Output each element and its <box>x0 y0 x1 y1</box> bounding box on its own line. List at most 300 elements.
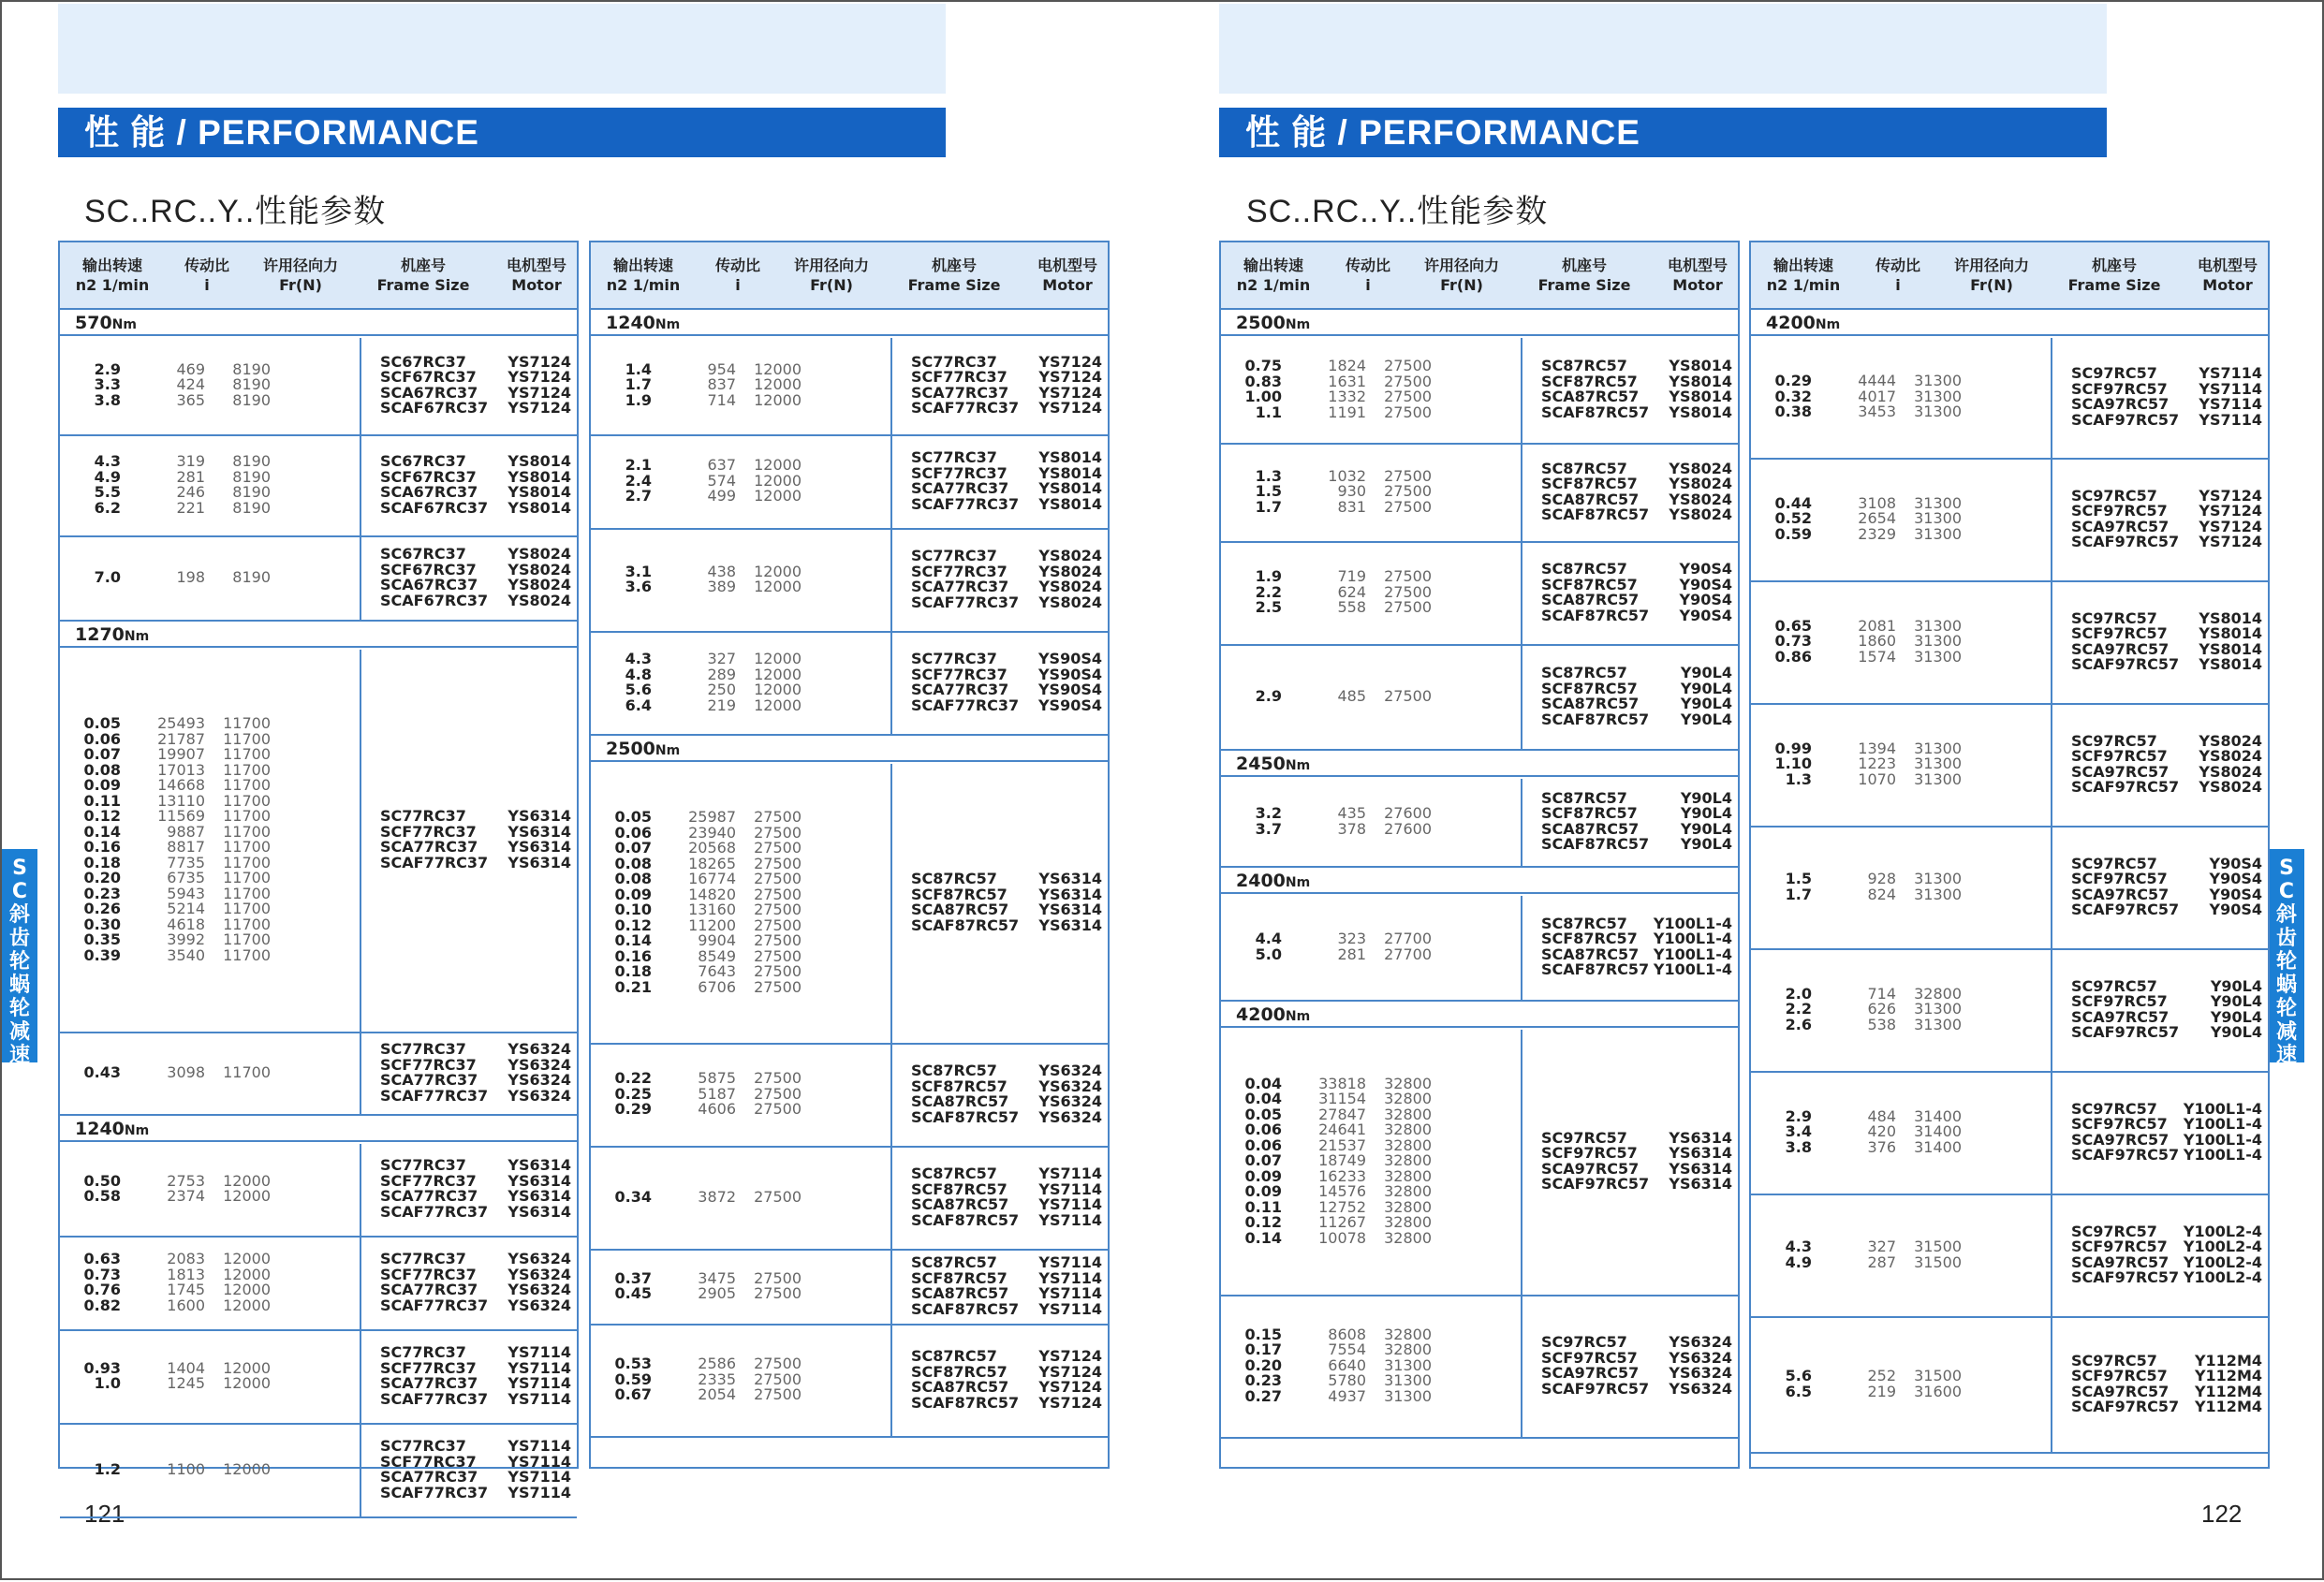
frame-divider <box>1521 338 1522 443</box>
motor-cell: Y100L1-4 Y100L1-4 Y100L1-4 Y100L1-4 <box>2183 1099 2262 1164</box>
column-header-cn: 电机型号 <box>506 256 566 274</box>
table-row-group <box>1221 338 1738 445</box>
ratio-cell: 2753 2374 <box>167 1171 205 1205</box>
frame-divider <box>2051 1073 2052 1194</box>
ratio-cell: 1032 930 831 <box>1328 466 1366 516</box>
radial-force-cell: 32800 32800 31300 31300 31300 <box>1384 1325 1432 1405</box>
output-speed-cell: 0.99 1.10 1.3 <box>1774 739 1812 788</box>
column-header <box>780 256 883 295</box>
column-header-en: Fr(N) <box>1440 276 1483 294</box>
frame-divider <box>360 338 361 434</box>
page-subtitle: SC..RC..Y..性能参数 <box>84 194 387 229</box>
output-speed-cell: 0.44 0.52 0.59 <box>1774 493 1812 543</box>
column-header <box>494 256 579 295</box>
motor-cell: YS90S4 YS90S4 YS90S4 YS90S4 <box>1037 650 1102 714</box>
torque-value: 570 <box>75 313 112 333</box>
frame-size-cell: SC67RC37 SCF67RC37 SCA67RC37 SCAF67RC37 <box>380 545 489 609</box>
table-row-group <box>60 1238 577 1331</box>
radial-force-cell: 31300 31300 31300 <box>1914 616 1962 666</box>
table-row-group <box>1751 705 2268 828</box>
frame-size-cell: SC77RC37 SCF77RC37 SCA77RC37 SCAF77RC37 <box>380 807 489 872</box>
ratio-cell: 1394 1223 1070 <box>1858 739 1896 788</box>
table-row-group <box>1751 1073 2268 1195</box>
output-speed-cell: 4.3 4.9 5.5 6.2 <box>94 452 121 517</box>
frame-divider <box>890 338 892 434</box>
output-speed-cell: 4.3 4.9 <box>1785 1238 1812 1271</box>
column-header-cn: 输出转速 <box>81 256 142 274</box>
motor-cell: YS8024 YS8024 YS8024 YS8024 <box>507 545 571 609</box>
motor-cell: YS8024 YS8024 YS8024 YS8024 <box>2199 731 2262 796</box>
output-speed-cell: 0.65 0.73 0.86 <box>1774 616 1812 666</box>
column-header <box>165 256 249 295</box>
output-speed-cell: 1.4 1.7 1.9 <box>625 359 652 409</box>
frame-size-cell: SC87RC57 SCF87RC57 SCA87RC57 SCAF87RC57 <box>1541 357 1650 421</box>
frame-divider <box>360 1033 361 1114</box>
side-tab-char: 轮 <box>8 997 30 1020</box>
frame-divider <box>890 1045 892 1146</box>
motor-cell: Y90L4 Y90L4 Y90L4 Y90L4 <box>2210 976 2262 1041</box>
torque-unit: Nm <box>655 317 681 332</box>
frame-divider <box>890 1251 892 1324</box>
radial-force-cell: 27500 27500 <box>754 1268 802 1302</box>
output-speed-cell: 1.3 1.5 1.7 <box>1255 466 1282 516</box>
torque-value: 2500 <box>606 739 655 759</box>
motor-cell: YS8024 YS8024 YS8024 YS8024 <box>1038 547 1102 611</box>
side-tab-char: 机 <box>2275 1067 2297 1091</box>
table-row-group <box>591 338 1108 436</box>
motor-cell: YS8014 YS8014 YS8014 YS8014 <box>1038 448 1102 513</box>
motor-cell: Y90S4 Y90S4 Y90S4 Y90S4 <box>2209 854 2262 918</box>
column-header-cn: 电机型号 <box>1037 256 1097 274</box>
side-tab-char: 减 <box>2275 1020 2297 1044</box>
ratio-cell: 435 378 <box>1337 804 1366 838</box>
ratio-cell: 438 389 <box>707 562 736 595</box>
column-header-en: Frame Size <box>1537 276 1631 294</box>
table-row-group <box>1751 1195 2268 1318</box>
column-header <box>591 256 696 295</box>
section-torque <box>60 1114 577 1142</box>
frame-divider <box>360 1331 361 1423</box>
ratio-cell: 469 424 365 <box>176 359 205 409</box>
torque-unit: Nm <box>111 317 137 332</box>
column-header-en: Motor <box>2202 276 2253 294</box>
column-header-cn: 传动比 <box>714 256 760 274</box>
column-header <box>1513 256 1655 295</box>
radial-force-cell: 27600 27600 <box>1384 804 1432 838</box>
table-row-group <box>1751 460 2268 582</box>
column-header-en: i <box>1895 276 1901 294</box>
column-header <box>2043 256 2185 295</box>
torque-unit: Nm <box>1285 317 1311 332</box>
output-speed-cell: 1.2 <box>94 1459 121 1478</box>
side-tab-char: 齿 <box>2275 927 2297 950</box>
left-page <box>2 2 1164 1582</box>
ratio-cell: 2081 1860 1574 <box>1858 616 1896 666</box>
radial-force-cell: 8190 8190 8190 8190 <box>232 452 271 517</box>
frame-divider <box>360 1425 361 1516</box>
output-speed-cell: 0.75 0.83 1.00 1.1 <box>1244 357 1282 421</box>
page-subtitle: SC..RC..Y..性能参数 <box>1246 194 1549 229</box>
table-row-group <box>60 1144 577 1238</box>
frame-divider <box>2051 1318 2052 1452</box>
frame-size-cell: SC77RC37 SCF77RC37 SCA77RC37 SCAF77RC37 <box>380 1437 489 1501</box>
torque-value: 2400 <box>1236 871 1286 891</box>
column-header-en: Motor <box>1672 276 1723 294</box>
section-torque <box>1221 866 1738 894</box>
table-row-group <box>591 1148 1108 1251</box>
torque-value: 1270 <box>75 624 125 645</box>
output-speed-cell: 2.9 3.3 3.8 <box>94 359 121 409</box>
output-speed-cell: 1.5 1.7 <box>1785 870 1812 903</box>
radial-force-cell: 11700 11700 11700 11700 11700 11700 11700 11700 11700 11700 11700 11700 11700 11700 11700 11700 <box>223 714 271 964</box>
section-torque <box>1221 308 1738 336</box>
frame-divider <box>360 650 361 1032</box>
output-speed-cell: 0.15 0.17 0.20 0.23 0.27 <box>1244 1325 1282 1405</box>
torque-unit: Nm <box>1285 1009 1311 1024</box>
frame-divider <box>2051 582 2052 703</box>
column-header <box>696 256 780 295</box>
column-header-cn: 输出转速 <box>1243 256 1303 274</box>
column-header <box>1025 256 1110 295</box>
output-speed-cell: 0.93 1.0 <box>83 1358 121 1392</box>
column-header-cn: 许用径向力 <box>1953 256 2029 274</box>
side-tab-char: C <box>11 880 28 903</box>
frame-divider <box>2051 705 2052 826</box>
side-tab-char: 齿 <box>8 927 30 950</box>
motor-cell: YS6324 YS6324 YS6324 YS6324 <box>1669 1333 1732 1398</box>
column-header <box>1655 256 1740 295</box>
motor-cell: YS7124 YS7124 YS7124 YS7124 <box>2199 486 2262 550</box>
output-speed-cell: 0.53 0.59 0.67 <box>614 1355 652 1404</box>
column-header <box>1221 256 1326 295</box>
side-tab-char: 斜 <box>2275 903 2297 927</box>
radial-force-cell: 31300 31300 31300 <box>1914 493 1962 543</box>
motor-cell: YS6314 YS6314 YS6314 YS6314 <box>507 1156 571 1221</box>
radial-force-cell: 31300 31300 31300 <box>1914 739 1962 788</box>
frame-divider <box>2051 460 2052 580</box>
column-header-en: Frame Size <box>2067 276 2161 294</box>
column-header <box>1856 256 1940 295</box>
frame-size-cell: SC97RC57 SCF97RC57 SCA97RC57 SCAF97RC57 <box>2071 608 2180 673</box>
table-row-group <box>60 1331 577 1425</box>
side-tab-char: 斜 <box>8 903 30 927</box>
torque-value: 1240 <box>75 1119 125 1139</box>
ratio-cell: 3108 2654 2329 <box>1858 493 1896 543</box>
column-header-en: Fr(N) <box>279 276 322 294</box>
frame-size-cell: SC97RC57 SCF97RC57 SCA97RC57 SCAF97RC57 <box>2071 486 2180 550</box>
motor-cell: YS7114 YS7114 YS7114 YS7114 <box>1038 1165 1102 1229</box>
torque-unit: Nm <box>124 629 150 644</box>
radial-force-cell: 31300 31300 31300 <box>1914 372 1962 421</box>
motor-cell: YS8014 YS8014 YS8014 YS8014 <box>1669 357 1732 421</box>
motor-cell: YS6314 YS6314 YS6314 YS6314 <box>1038 870 1102 934</box>
torque-unit: Nm <box>655 743 681 758</box>
output-speed-cell: 0.29 0.32 0.38 <box>1774 372 1812 421</box>
side-tab-char: 轮 <box>2275 950 2297 974</box>
frame-divider <box>890 1148 892 1249</box>
column-header-cn: 输出转速 <box>1772 256 1833 274</box>
frame-divider <box>1521 1296 1522 1437</box>
frame-size-cell: SC87RC57 SCF87RC57 SCA87RC57 SCAF87RC57 <box>1541 664 1650 728</box>
table-row-group <box>1221 1296 1738 1439</box>
column-header-en: Fr(N) <box>810 276 853 294</box>
frame-divider <box>360 537 361 620</box>
table-row-group <box>591 764 1108 1045</box>
column-header-cn: 许用径向力 <box>1423 256 1499 274</box>
torque-unit: Nm <box>124 1123 150 1138</box>
table-row-group <box>1221 646 1738 751</box>
side-tab-char: 蜗 <box>8 974 30 997</box>
table-row-group <box>1221 445 1738 543</box>
motor-cell: YS7114 YS7114 YS7114 YS7114 <box>507 1437 571 1501</box>
output-speed-cell: 7.0 <box>94 567 121 586</box>
column-header-cn: 机座号 <box>400 256 446 274</box>
page-header: 性 能 / PERFORMANCE <box>1219 108 2107 157</box>
table-header <box>1751 242 2268 310</box>
table-row-group <box>60 537 577 622</box>
ratio-cell: 2586 2335 2054 <box>698 1355 736 1404</box>
column-header-en: n2 1/min <box>75 276 150 294</box>
ratio-cell: 252 219 <box>1867 1367 1896 1400</box>
performance-table <box>58 241 579 1501</box>
table-row-group <box>60 338 577 436</box>
torque-unit: Nm <box>1285 875 1311 890</box>
output-speed-cell: 0.37 0.45 <box>614 1268 652 1302</box>
frame-size-cell: SC87RC57 SCF87RC57 SCA87RC57 SCAF87RC57 <box>911 1062 1020 1126</box>
frame-size-cell: SC67RC37 SCF67RC37 SCA67RC37 SCAF67RC37 <box>380 352 489 417</box>
column-header <box>1410 256 1513 295</box>
frame-size-cell: SC87RC57 SCF87RC57 SCA87RC57 SCAF87RC57 <box>1541 459 1650 523</box>
radial-force-cell: 12000 12000 12000 12000 <box>754 650 802 714</box>
radial-force-cell: 31300 31300 <box>1914 870 1962 903</box>
frame-size-cell: SC77RC37 SCF77RC37 SCA77RC37 SCAF77RC37 <box>911 650 1020 714</box>
frame-divider <box>890 530 892 631</box>
page-number: 121 <box>84 1500 125 1528</box>
section-torque <box>1221 1000 1738 1028</box>
column-header <box>1751 256 1856 295</box>
output-speed-cell: 0.50 0.58 <box>83 1171 121 1205</box>
column-header-cn: 传动比 <box>1875 256 1920 274</box>
radial-force-cell: 31400 31400 31400 <box>1914 1106 1962 1156</box>
table-row-group <box>1221 779 1738 868</box>
ratio-cell: 1404 1245 <box>167 1358 205 1392</box>
torque-value: 4200 <box>1766 313 1816 333</box>
performance-table <box>1749 241 2270 1469</box>
frame-size-cell: SC97RC57 SCF97RC57 SCA97RC57 SCAF97RC57 <box>2071 976 2180 1041</box>
table-header <box>60 242 577 310</box>
torque-value: 2500 <box>1236 313 1286 333</box>
motor-cell: YS6324 YS6324 YS6324 YS6324 <box>507 1250 571 1314</box>
motor-cell: YS7114 YS7114 YS7114 YS7114 <box>1038 1253 1102 1318</box>
table-row-group <box>1751 582 2268 705</box>
output-speed-cell: 0.04 0.04 0.05 0.06 0.06 0.07 0.09 0.09 0.11 0.12 0.14 <box>1244 1074 1282 1247</box>
column-header-en: n2 1/min <box>606 276 681 294</box>
section-torque <box>60 308 577 336</box>
motor-cell: YS8024 YS8024 YS8024 YS8024 <box>1669 459 1732 523</box>
frame-divider <box>1521 445 1522 541</box>
frame-size-cell: SC77RC37 SCF77RC37 SCA77RC37 SCAF77RC37 <box>911 547 1020 611</box>
radial-force-cell: 12000 12000 12000 <box>754 359 802 409</box>
ratio-cell: 25493 21787 19907 17013 14668 13110 11569 9887 8817 7735 6735 5943 5214 4618 3992 3540 <box>157 714 205 964</box>
frame-divider <box>1521 779 1522 866</box>
column-header-cn: 电机型号 <box>2197 256 2258 274</box>
radial-force-cell: 31500 31600 <box>1914 1367 1962 1400</box>
side-tab-char: S <box>2279 857 2294 880</box>
page-number: 122 <box>2201 1500 2243 1528</box>
output-speed-cell: 0.43 <box>83 1062 121 1081</box>
ratio-cell: 25987 23940 20568 18265 16774 14820 13160 11200 9904 8549 7643 6706 <box>688 808 736 996</box>
motor-cell: YS6314 YS6314 YS6314 YS6314 <box>507 807 571 872</box>
frame-divider <box>1521 543 1522 644</box>
frame-size-cell: SC97RC57 SCF97RC57 SCA97RC57 SCAF97RC57 <box>2071 854 2180 918</box>
radial-force-cell: 12000 12000 <box>223 1171 271 1205</box>
table-row-group <box>1751 338 2268 460</box>
ratio-cell: 323 281 <box>1337 930 1366 963</box>
frame-size-cell: SC77RC37 SCF77RC37 SCA77RC37 SCAF77RC37 <box>380 1343 489 1408</box>
frame-size-cell: SC87RC57 SCF87RC57 SCA87RC57 SCAF87RC57 <box>1541 788 1650 853</box>
top-band <box>1219 4 2107 94</box>
frame-divider <box>360 1238 361 1329</box>
column-header <box>2185 256 2270 295</box>
frame-size-cell: SC97RC57 SCF97RC57 SCA97RC57 SCAF97RC57 <box>1541 1128 1650 1193</box>
column-header-cn: 传动比 <box>184 256 229 274</box>
frame-divider <box>890 764 892 1043</box>
radial-force-cell: 12000 12000 12000 <box>754 456 802 505</box>
page-header: 性 能 / PERFORMANCE <box>58 108 946 157</box>
section-torque <box>1751 308 2268 336</box>
output-speed-cell: 3.2 3.7 <box>1255 804 1282 838</box>
torque-value: 1240 <box>606 313 655 333</box>
radial-force-cell: 27500 27500 27500 27500 <box>1384 357 1432 421</box>
table-row-group <box>1221 543 1738 646</box>
column-header-cn: 传动比 <box>1345 256 1390 274</box>
column-header-cn: 机座号 <box>931 256 977 274</box>
motor-cell: Y90L4 Y90L4 Y90L4 Y90L4 <box>1680 788 1732 853</box>
radial-force-cell: 12000 12000 <box>223 1358 271 1392</box>
column-header-en: Motor <box>1042 276 1093 294</box>
column-header-en: Frame Size <box>376 276 470 294</box>
column-header <box>1940 256 2043 295</box>
section-torque <box>591 734 1108 762</box>
column-header-en: Frame Size <box>907 276 1001 294</box>
side-tab-char: C <box>2278 880 2295 903</box>
table-row-group <box>591 530 1108 633</box>
frame-size-cell: SC97RC57 SCF97RC57 SCA97RC57 SCAF97RC57 <box>2071 1351 2180 1415</box>
motor-cell: Y100L1-4 Y100L1-4 Y100L1-4 Y100L1-4 <box>1653 914 1732 978</box>
motor-cell: YS7114 YS7114 YS7114 YS7114 <box>2199 364 2262 429</box>
motor-cell: YS7114 YS7114 YS7114 YS7114 <box>507 1343 571 1408</box>
performance-table <box>1219 241 1740 1469</box>
ratio-cell: 327 289 250 219 <box>707 650 736 714</box>
radial-force-cell: 12000 12000 <box>754 562 802 595</box>
table-row-group <box>1221 896 1738 1002</box>
torque-value: 2450 <box>1236 754 1286 774</box>
column-header-cn: 许用径向力 <box>262 256 338 274</box>
output-speed-cell: 5.6 6.5 <box>1785 1367 1812 1400</box>
section-torque <box>1221 749 1738 777</box>
output-speed-cell: 2.1 2.4 2.7 <box>625 456 652 505</box>
column-header-cn: 电机型号 <box>1667 256 1728 274</box>
frame-size-cell: SC97RC57 SCF97RC57 SCA97RC57 SCAF97RC57 <box>2071 364 2180 429</box>
frame-size-cell: SC87RC57 SCF87RC57 SCA87RC57 SCAF87RC57 <box>911 1347 1020 1412</box>
column-header-en: Motor <box>511 276 562 294</box>
frame-size-cell: SC97RC57 SCF97RC57 SCA97RC57 SCAF97RC57 <box>2071 731 2180 796</box>
motor-cell: YS7124 YS7124 YS7124 YS7124 <box>1038 352 1102 417</box>
column-header-cn: 机座号 <box>2091 256 2137 274</box>
radial-force-cell: 27500 <box>1384 686 1432 705</box>
column-header-en: i <box>735 276 741 294</box>
table-row-group <box>1751 950 2268 1073</box>
radial-force-cell: 27500 27500 27500 <box>754 1355 802 1404</box>
frame-size-cell: SC77RC37 SCF77RC37 SCA77RC37 SCAF77RC37 <box>911 448 1020 513</box>
radial-force-cell: 31500 31500 <box>1914 1238 1962 1271</box>
ratio-cell: 33818 31154 27847 24641 21537 18749 16233 14576 12752 11267 10078 <box>1318 1074 1366 1247</box>
motor-cell: YS6314 YS6314 YS6314 YS6314 <box>1669 1128 1732 1193</box>
column-header-en: n2 1/min <box>1236 276 1311 294</box>
frame-divider <box>1521 896 1522 1000</box>
column-header <box>249 256 352 295</box>
torque-unit: Nm <box>1285 758 1311 773</box>
ratio-cell: 4444 4017 3453 <box>1858 372 1896 421</box>
table-row-group <box>60 436 577 537</box>
column-header <box>60 256 165 295</box>
frame-size-cell: SC77RC37 SCF77RC37 SCA77RC37 SCAF77RC37 <box>380 1040 489 1105</box>
frame-divider <box>890 633 892 734</box>
table-row-group <box>1221 1030 1738 1296</box>
output-speed-cell: 1.9 2.2 2.5 <box>1255 567 1282 617</box>
frame-size-cell: SC87RC57 SCF87RC57 SCA87RC57 SCAF87RC57 <box>911 1253 1020 1318</box>
torque-unit: Nm <box>1815 317 1841 332</box>
side-tab-char: S <box>12 857 27 880</box>
motor-cell: Y112M4 Y112M4 Y112M4 Y112M4 <box>2194 1351 2262 1415</box>
motor-cell: Y100L2-4 Y100L2-4 Y100L2-4 Y100L2-4 <box>2183 1222 2262 1286</box>
radial-force-cell: 32800 32800 32800 32800 32800 32800 32800 32800 32800 32800 32800 <box>1384 1074 1432 1247</box>
column-header-cn: 许用径向力 <box>793 256 869 274</box>
table-row-group <box>591 1326 1108 1438</box>
frame-divider <box>2051 338 2052 458</box>
frame-size-cell: SC87RC57 SCF87RC57 SCA87RC57 SCAF87RC57 <box>911 870 1020 934</box>
table-row-group <box>60 650 577 1033</box>
radial-force-cell: 27500 <box>754 1187 802 1206</box>
frame-divider <box>1521 646 1522 749</box>
torque-value: 4200 <box>1236 1004 1286 1025</box>
ratio-cell: 3475 2905 <box>698 1268 736 1302</box>
side-tab-char: 轮 <box>2275 997 2297 1020</box>
frame-divider <box>360 436 361 535</box>
ratio-cell: 2083 1813 1745 1600 <box>167 1250 205 1314</box>
motor-cell: Y90S4 Y90S4 Y90S4 Y90S4 <box>1679 560 1732 624</box>
table-row-group <box>591 1045 1108 1148</box>
section-torque <box>60 620 577 648</box>
motor-cell: Y90L4 Y90L4 Y90L4 Y90L4 <box>1680 664 1732 728</box>
motor-cell: YS8014 YS8014 YS8014 YS8014 <box>2199 608 2262 673</box>
frame-divider <box>2051 950 2052 1071</box>
table-row-group <box>1751 828 2268 950</box>
column-header-cn: 输出转速 <box>612 256 673 274</box>
top-band <box>58 4 946 94</box>
table-row-group <box>60 1033 577 1116</box>
column-header-en: i <box>1365 276 1371 294</box>
frame-size-cell: SC97RC57 SCF97RC57 SCA97RC57 SCAF97RC57 <box>2071 1222 2180 1286</box>
side-tab-char: 速 <box>8 1044 30 1067</box>
radial-force-cell: 8190 8190 8190 <box>232 359 271 409</box>
motor-cell: YS7124 YS7124 YS7124 YS7124 <box>1038 1347 1102 1412</box>
side-tab-char: 机 <box>8 1067 30 1091</box>
column-header-cn: 机座号 <box>1561 256 1607 274</box>
ratio-cell: 714 626 538 <box>1867 984 1896 1033</box>
output-speed-cell: 0.63 0.73 0.76 0.82 <box>83 1250 121 1314</box>
ratio-cell: 954 837 714 <box>707 359 736 409</box>
